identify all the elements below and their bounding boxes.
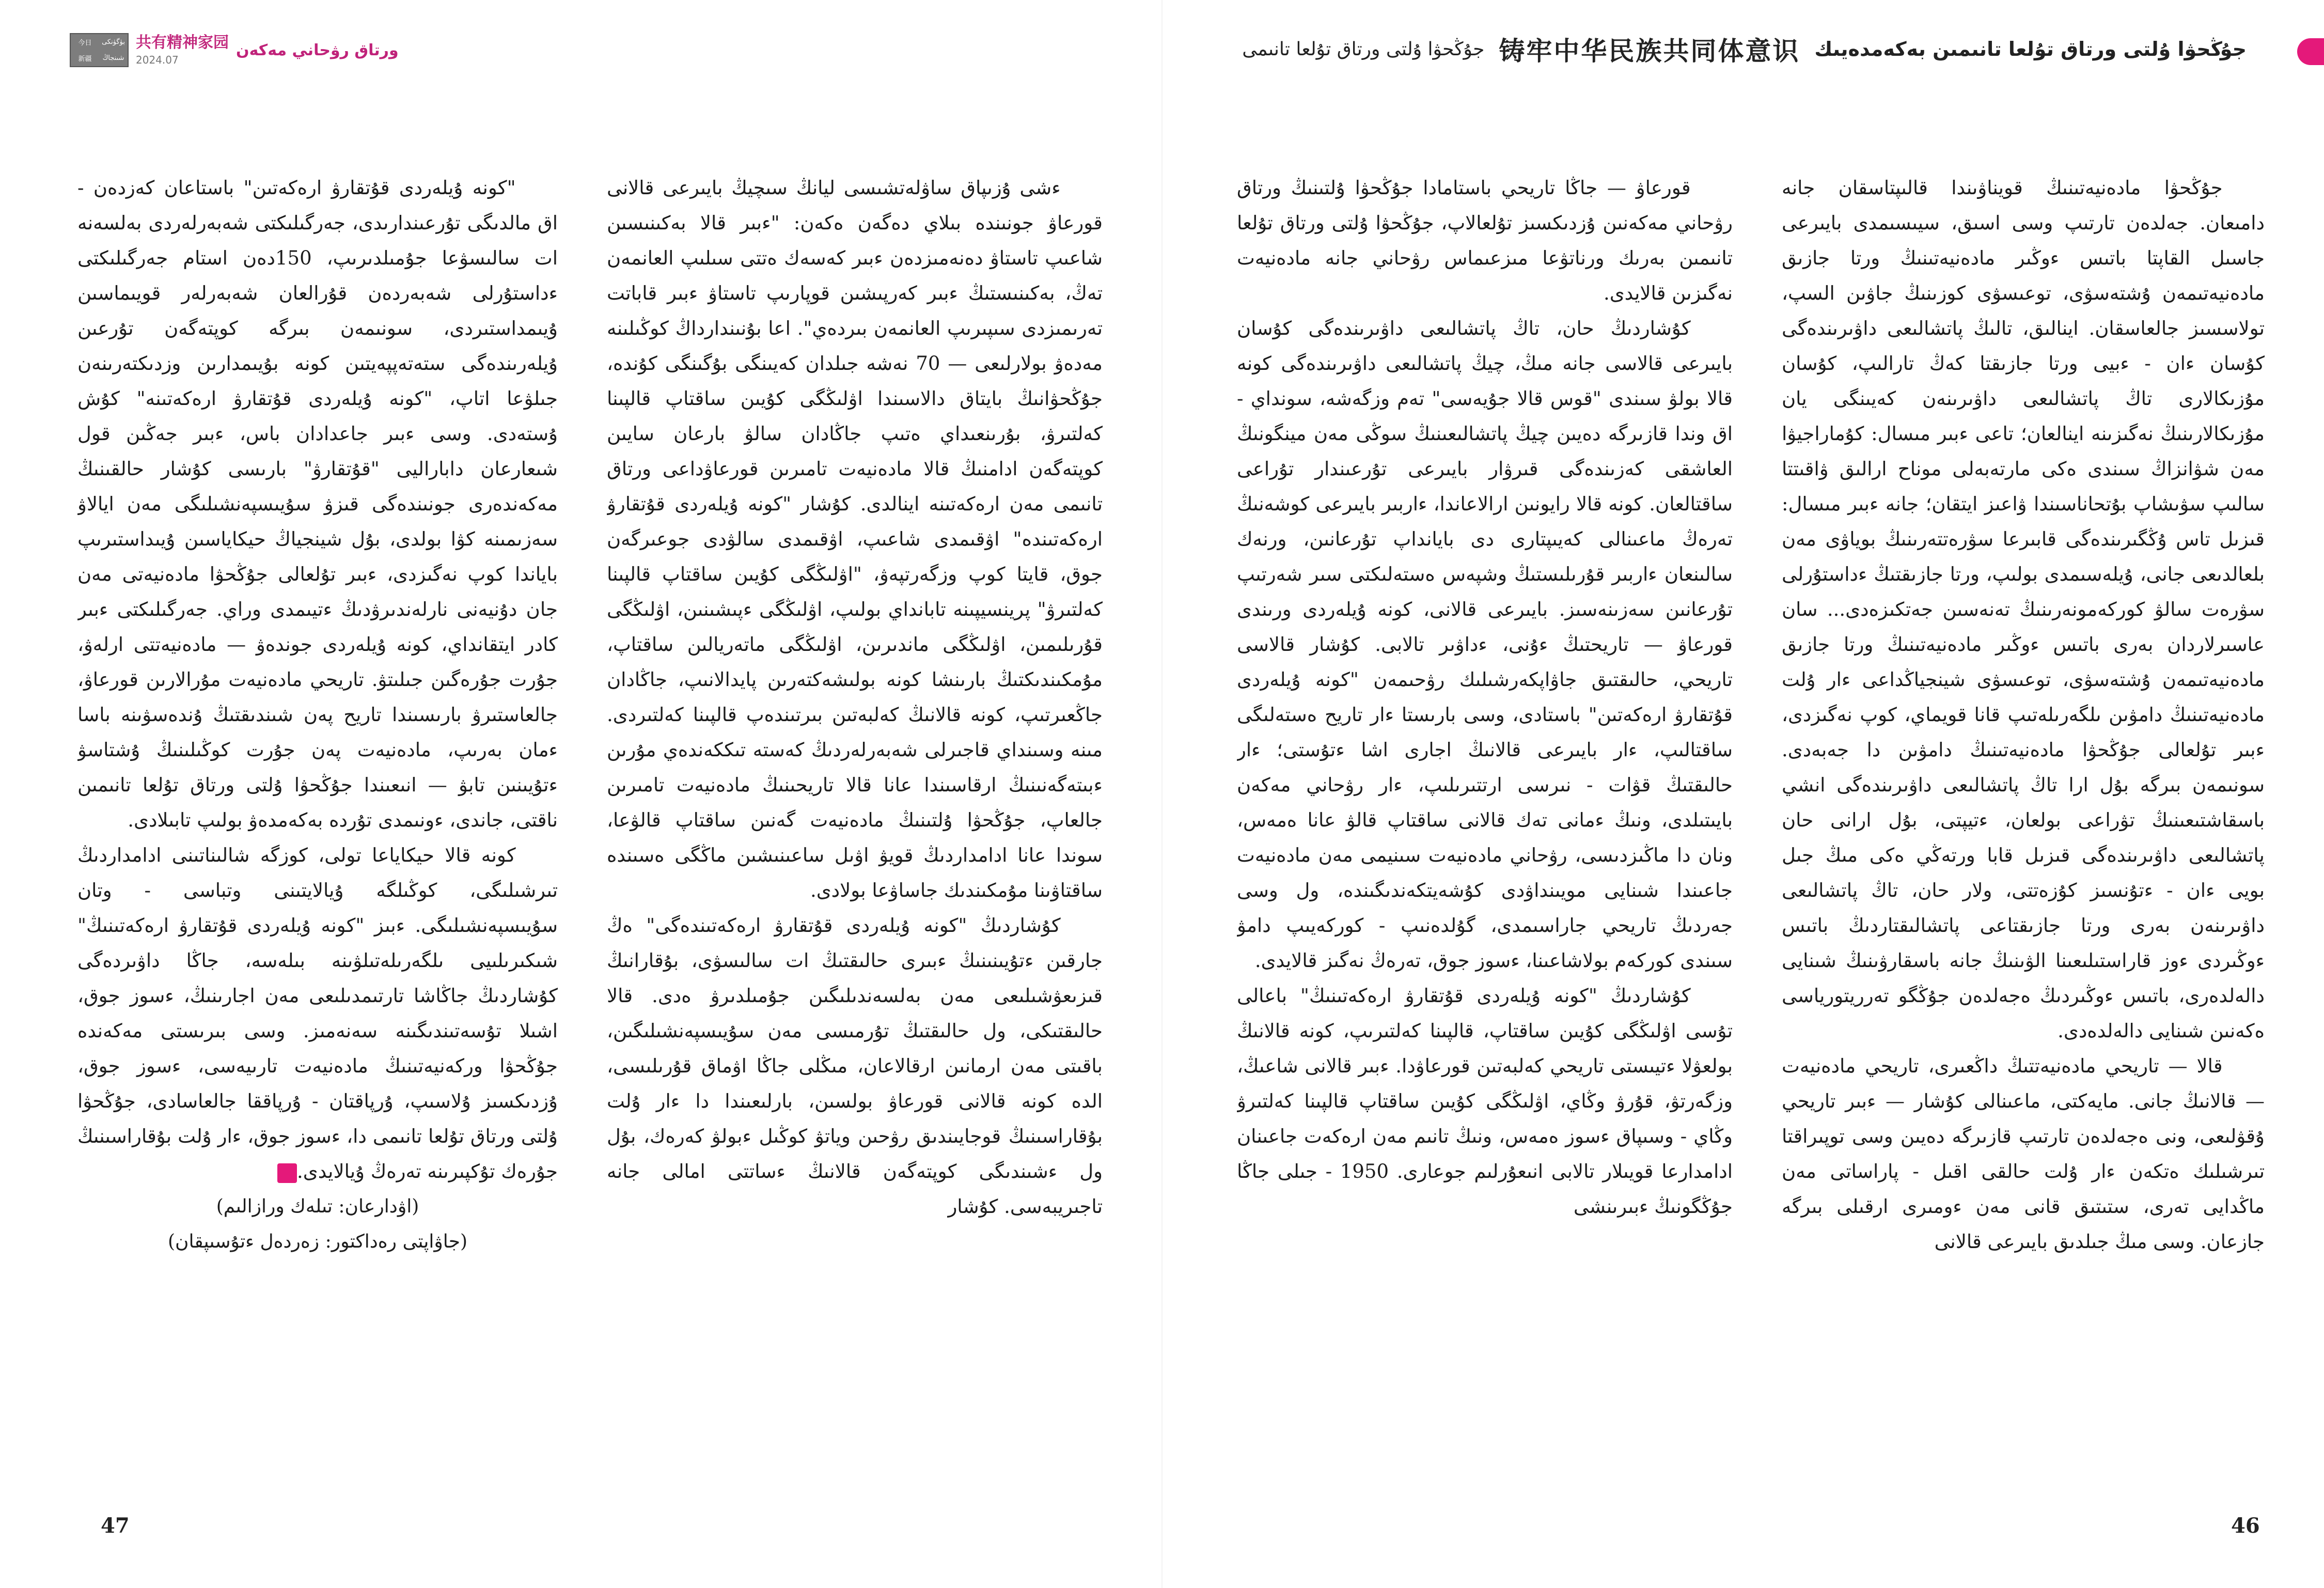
text-column-2 bbox=[1237, 170, 1733, 1555]
text-column-4 bbox=[77, 170, 558, 1555]
right-page-header bbox=[1242, 28, 2247, 70]
translator-credit: (اۋدارعان: تىلەك ورازالىم) bbox=[216, 1196, 419, 1217]
section-title-local: ورتاق رۋحاني مەكەن bbox=[236, 41, 399, 59]
section-title-local-secondary: جۇڭحۋا ۇلتى ورتاق تۇلعا تانىمى bbox=[1242, 38, 1485, 60]
page-spread-divider bbox=[1161, 0, 1163, 1588]
body-paragraph: كۇشاردىڭ "كونە ۇيلەردى قۇتقارۋ ارەكەتىندەگى" ەڭ جارقىن ءتۇيىنىنىڭ ءبىرى حالىقتىڭ ات سالىسۋى، بۇقارانىڭ قىزىعۋشىلىعى مەن بەلسەندىلىگىن جۇمىلدىرۋ ەدى. قالا حالىقتىكى، ول حالىقتىڭ تۇرمىسى مەن سۇيىسپەنشىلىگىن، باقىتى مەن ارمانىن ارقالاعان، مىڭلى جاڭا اۋماق قۇرىلىسى، الدە كونە قالانى قورعاۋ بولسىن، بارلىعىندا دا ءار ۇلت بۇقاراسىنىڭ قوجايىندىق رۋحىن وياتۋ كوڭىل ءبولۋ كەرەك، بۇل ول ءشىندىگى كوپتەگەن قالانىڭ ءساتتى امالى جانە تاجىريبەسى. كۇشار bbox=[607, 914, 1103, 1218]
logo-cell: 新疆 bbox=[78, 55, 92, 63]
issue-date: 2024.07 bbox=[136, 54, 179, 66]
text-column-1 bbox=[1782, 170, 2265, 1555]
section-title-chinese: 铸牢中华民族共同体意识 bbox=[1499, 36, 1800, 66]
editor-credit: (جاۋاپتى رەداكتور: زەردەل ءتۇسىپقان) bbox=[167, 1231, 468, 1252]
section-title-local: جۇڭحۋا ۇلتى ورتاق تۇلعا تانىمىن بەكەمدەيىك bbox=[1814, 38, 2247, 60]
brand-block bbox=[136, 35, 229, 65]
body-paragraph-text: كونە قالا حيكاياعا تولى، كوزگە شالىناتىنى ادامداردىڭ تىرشىلىگى، كوڭىلگە ۇيالايتىنى وتباسى - وتان سۇيىسپەنشىلىگى. ءبىز "كونە ۇيلەردى قۇتقارۋ ارەكەتىنىڭ" شىكىرىلىيى ىلگەرىلەتىلۋىنە بىلەسە، جاڭا داۋىردەگى كۇشاردىڭ جاڭاشا تارتىمدىلىعى مەن اجارىنىڭ، ءسوز جوق، اشىلا تۇسەتىندىگىنە سەنەمىز. وسى بىرىستى مەكەندە جۇڭحۋا وركەنيەتىنىڭ مادەنيەت تارىيەسى، ءسوز جوق، ۇزدىكسىز ۇلاسىپ، ۇرپاقتان - ۇرپاققا جالعاسادى، جۇڭحۋا ۇلتى ورتاق تۇلعا تانىمى دا، ءسوز جوق، ءار ۇلت بۇقاراسىنىڭ جۇرەك تۇكپىرىنە تەرەڭ ۇيالايدى. bbox=[77, 844, 558, 1182]
text-column-3 bbox=[607, 170, 1103, 1555]
page-number-left: 47 bbox=[101, 1514, 130, 1538]
body-paragraph: جۇڭحۋا مادەنيەتىنىڭ قويناۋىندا قالىپتاسقان جانە دامىعان. جەلدەن تارتىپ وسى اسىق، سيىسىمدى بايىرعى جاسىل القاپتا باتىس ءوڭىر مادەنيەتىنىڭ ورتا جازىق مادەنيەتىمەن ۇشتەسۋى، توعىسۋى كوزىنىڭ جاۋىن السپ، تولاسسىز جالعاسقان. اينالىق، تالىڭ پاتشالىعى داۋىرىندەگى كۇسان ءان - ءبيى ورتا جازىقتا كەڭ تارالىپ، كۇسان مۇزىكالارى تاڭ پاتشالىعى داۋىرىنەن كەيىنگى يان مۇزىكالارىنىڭ نەگىزىنە اينالعان؛ تاعى ءبىر مىسال: كۇماراجيۋا مەن شۋانزاڭ سىندى ەكى مارتەبەلى موناح ارالىق ۋاقىتتا سالىپ سۋىشاپ بۇتحاناسىندا ۋاعىز ايتقان؛ جانە ءبىر مىسال: قىزىل تاس ۇڭگىرىندەگى قابىرعا سۋرەتتەرىنىڭ بوياۋى مەن بلعالدىعى جانى، ۇيلەسىمدى بولىپ، ورتا جازىقتىڭ ءداستۇرلى سۋرەت سالۋ كوركەمونەرىنىڭ تەنەسىن جەتكىزەدى... سان عاسىرلاردان بەرى باتىس ءوڭىر مادەنيەتىنىڭ ورتا جازىق مادەنيەتىمەن ۇشتەسۋى، توعىسۋى شينجياڭداعى ءار ۇلت مادەنيەتىنىڭ دامۋىن ىلگەرىلەتىپ قانا قويماي، كوپ نەگىزدى، ءبىر تۇلعالى جۇڭحۋا مادەنيەتىنىڭ دامۋىن دا جەبەدى. سونىمەن بىرگە بۇل ارا تاڭ پاتشالىعى داۋىرىندەگى انشي باسقاشتىعىنىڭ تۋراعى بولعان، ءتيپتى، بۇل ارانى حان پاتشالىعى داۋىرىندەگى قىزىل قابا ورتەڭي ەكى مىڭ جىل بويى ءان - ءتۇنسىز كۇزەتتى، ولار حان، تاڭ پاتشالىعى داۋىرىنەن بەرى ورتا جازىقتاعى پاتشالىقتاردىڭ باتىس ءوڭىردى ءوز قاراستىلىعىنا الۋىنىڭ جانە باسقارۋىنىڭ شىنايى دالەلدەرى، باتىس ءوڭىردىڭ ەجەلدەن جۇڭگو تەرريتورياسى ەكەنىن شىنايى دالەلدەدى. bbox=[1782, 177, 2265, 1042]
left-page-header bbox=[70, 32, 399, 68]
body-paragraph: "كونە ۇيلەردى قۇتقارۋ ارەكەتىن" باستاعان كەزدەن - اق مالدىگى تۇرعىندارىدى، جەرگىلىكتى شەبەرلەردى بەلسەنە ات سالىسۋعا جۇمىلدىرىپ، 150دەن استام جەرگىلىكتى ءداستۇرلى شەبەردەن قۇرالعان شەبەرلەر قويىماسىن ۇيىمداستىردى، سونىمەن بىرگە كوپتەگەن تۇرعىن ۇيلەرىندەگى ستەتەپپەيتىن كونە بۇيىمدارىن وزدىكتەرىنەن جىلۋعا اتاپ، "كونە ۇيلەردى قۇتقارۋ ارەكەتىنە" كۇش ۇستەدى. وسى ءبىر جاعدادان باس، ءبىر جەڭىن قول شىعارعان داباراليى "قۇتقارۋ" بارىسى كۇشار حالقىنىڭ مەكەندەرى جونىندەگى قىزۋ سۇيىسپەنشىلىگى مەن ايالاۋ سەزىمىنە كۋا بولدى، بۇل شينجياڭ حيكاياسىن ۇيىداستىرىپ باياندا كوپ نەگىزدى، ءبىر تۇلعالى جۇڭحۋا مادەنيەتى مەن جان دۇنيەنى نارلەندىرۋدىڭ ءتيىمدى وراي. جەرگىلىكتى ءبىر كادر ايتقانداي، كونە ۇيلەردى جوندەۋ — مادەنيەتتى ارلەۋ، جۇرت جۇرەگىن جىلىتۋ. تاريحي مادەنيەت مۇرالارىن قورعاۋ، جالعاستىرۋ بارىسىندا تاريح پەن شىندىقتىڭ ۇندەسۋىنە باسا ءمان بەرىپ، مادەنيەت پەن جۇرت كوڭىلىنىڭ ۇشتاسۋ ءتۇيىنىن تابۋ — انىعىندا جۇڭحۋا ۇلتى ورتاق تۇلعا تانىمىن ناقتى، جاندى، ءونىمدى تۇردە بەكەمدەۋ بولىپ تابىلادى. bbox=[77, 177, 558, 831]
logo-cell: 今日 bbox=[78, 39, 92, 47]
logo-cell: بۈگۈنكى bbox=[102, 38, 125, 46]
body-paragraph bbox=[77, 838, 558, 1189]
logo-cell: شىنجاڭ bbox=[102, 54, 124, 62]
body-paragraph: قورعاۋ — جاڭا تاريحي باستامادا جۇڭحۋا ۇلتىنىڭ ورتاق رۋحاني مەكەنىن ۇزدىكسىز تۇلعالاپ، جۇڭحۋا ۇلتى ورتاق تۇلعا تانىمىن بەرىك ورناتۋعا مىزعىماس رۋحاني جانە مادەنيەت نەگىزىن قالايدى. bbox=[1237, 177, 1733, 304]
body-paragraph: كۇشاردىڭ حان، تاڭ پاتشالىعى داۋىرىندەگى كۇسان بايىرعى قالاسى جانە مىڭ، چيڭ پاتشالىعى داۋىرىندەگى كونە قالا بولۋ سىندى "قوس قالا جۇيەسى" تەم وزگەشە، سونداي - اق وندا قازىرگە دەيىن چيڭ پاتشالىعىنىڭ سوڭى مەن مينگونىڭ العاشقى كەزىندەگى قىرۋار بايىرعى تۇرعىندار تۇراعى ساقتالعان. كونە قالا رايونىن ارالاعاندا، ءاربىر بايىرعى كوشەنىڭ تەرەڭ ماعىنالى كەيىپتارى دى بايانداپ تۇرعانىن، ورنەك سالىنعان ءاربىر قۇرىلىستىڭ وشپەس ەستەلىكتى سىر شەرتىپ تۇرعانىن سەزىنەسىز. بايىرعى قالانى، كونە ۇيلەردى ورىندى قورعاۋ — تاريحتىڭ ءۇنى، ءداۋىر تالابى. كۇشار قالاسى تاريحي، حالىقتىق جاۋاپكەرشىلىك رۋحىمەن "كونە ۇيلەردى قۇتقارۋ ارەكەتىن" باستادى، وسى بارىستا ءار تاريح ەستەلىگى ساقتالىپ، ءار بايىرعى قالانىڭ اجارى اشا ءتۇستى؛ ءار حالىقتىڭ قۋات - نىرسى ارتتىرىلىپ، ءار رۋحاني مەكەن بايىتىلدى، ونىڭ ءمانى تەك قالانى ساقتاپ قالۋ عانا ەمەس، ونان دا ماڭىزدىسى، رۋحاني مادەنيەت سىنيمى مەن مادەنيەت جاعىندا شىنايى مويىنداۋدى كۇشەيتكەندىگىندە، ول وسى جەردىڭ تاريحي جاراسىمدى، گۇلدەنىپ - كوركەيىپ دامۋ سىندى كوركەم بولاشاعىنا، ءسوز جوق، تەرەڭ نەگىز قالايدى. bbox=[1237, 317, 1733, 972]
section-title-chinese: 共有精神家园 bbox=[136, 34, 229, 52]
body-paragraph: قالا — تاريحي مادەنيەتتىڭ داڭعىرى، تاريحي مادەنيەت — قالانىڭ جانى. مايەكتى، ماعىنالى كۇشار — ءبىر تاريحي ۇقۋلىعى، ونى ەجەلدەن تارتىپ قازىرگە دەيىن وسى توپىراقتا تىرشىلىك ەتكەن ءار ۇلت حالقى اقىل - پاراساتى مەن ماڭدايى تەرى، ستىتىق قانى مەن ءومىرى ارقىلى بىرگە جازعان. وسى مىڭ جىلدىق بايىرعى قالانى bbox=[1782, 1055, 2265, 1253]
magazine-logo bbox=[70, 33, 129, 67]
body-paragraph: كۇشاردىڭ "كونە ۇيلەردى قۇتقارۋ ارەكەتىنىڭ" باعالى تۇسى اۋلىڭگى كۇيىن ساقتاپ، قالپىنا كەلتىرىپ، كونە قالانىڭ بولعۋلا ءتيىستى تاريحي كەلبەتىن قورعاۋدا. ءبىر قالانى شاعىڭ، وزگەرتۋ، قۇرۋ وڭاي، اۋلىڭگى كۇيىن ساقتاپ قالپىنا كەلتىرۋ وڭاي - وسىپاق ءسوز ەمەس، ونىڭ تانىم مەن ارەكەت جاعىنان ادامدارعا قويىلار تالابى انىعۇرلىم جوعارى. 1950 - جىلى جاڭا جۇڭگونىڭ ءبىرىنشى bbox=[1237, 985, 1733, 1218]
article-end-mark: Ј bbox=[277, 1163, 297, 1183]
body-paragraph: ءشى ۇزىپاق ساۋلەتشىسى ليانڭ سىچيڭ بايىرعى قالانى قورعاۋ جونىندە بىلاي دەگەن ەكەن: "ءبىر قالا بەكىنىسىن شاعىپ تاستاۋ دەنەمىزدەن ءبىر كەسەك ەتتى سىلىپ العانمەن تەڭ، بەكىنىستىڭ ءبىر كەرپىشىن قوپارىپ تاستاۋ ءبىر قاباتت تەرىمىزدى سىپىرىپ العانمەن بىردەي". اعا بۇنىندارداڭ كوڭىلىنە مەدەۋ بولارلىعى — 70 نەشە جىلدان كەيىنگى بۇگىنگى كۇندە، جۇڭحۋانىڭ بايتاق دالاسىندا اۋلىڭگى كۇيىن ساقتاپ قالپىنا كەلتىرۋ، بۇرىنعىداي ەتىپ جاڭادان سالۋ بارعان سايىن كوپتەگەن ادامنىڭ قالا مادەنيەت تامىرىن قورعاۋداعى ورتاق تانىمى مەن ارەكەتىنە اينالدى. كۇشار "كونە ۇيلەردى قۇتقارۋ ارەكەتىندە" اۋقىمدى شاعىپ، اۋقىمدى سالۋدى جوعىرگەن جوق، قايتا كوپ وزگەرتپەۋ، "اۋلىڭگى كۇيىن ساقتاپ قالپىنا كەلتىرۋ" پرينسيپىنە تابانداي بولىپ، اۋلىڭگى ءپىشىنىن، اۋلىڭگى قۇرىلىمىن، اۋلىڭگى ماندىرىن، اۋلىڭگى ماتەريالىن ساقتاپ، مۇمكىندىكتىڭ بارىنشا كونە بولىشەكتەرىن پايدالانىپ، جاڭادان جاڭعىرتىپ، كونە قالانىڭ كەلبەتىن بىرتىندەپ قالپىنا كەلتىردى. مىنە وسىنداي قاجىرلى شەبەرلەردىڭ كەستە تىككەندەي مۇرىن ءبىتەگەنىنىڭ ارقاسىندا عانا قالا تاريحىنىڭ مادەنيەت تامىرىن جالعاپ، جۇڭحۋا ۇلتىنىڭ مادەنيەت گەنىن ساقتاپ قالۋعا، سوندا عانا ادامداردىڭ قويۋ اۋىل ساعىنىشىن ماڭگى ەسىندە ساقتاۋىنا مۇمكىندىك جاساۋعا بولادى. bbox=[607, 177, 1103, 901]
page-number-right: 46 bbox=[2231, 1514, 2260, 1538]
section-tab-marker bbox=[2297, 38, 2324, 65]
